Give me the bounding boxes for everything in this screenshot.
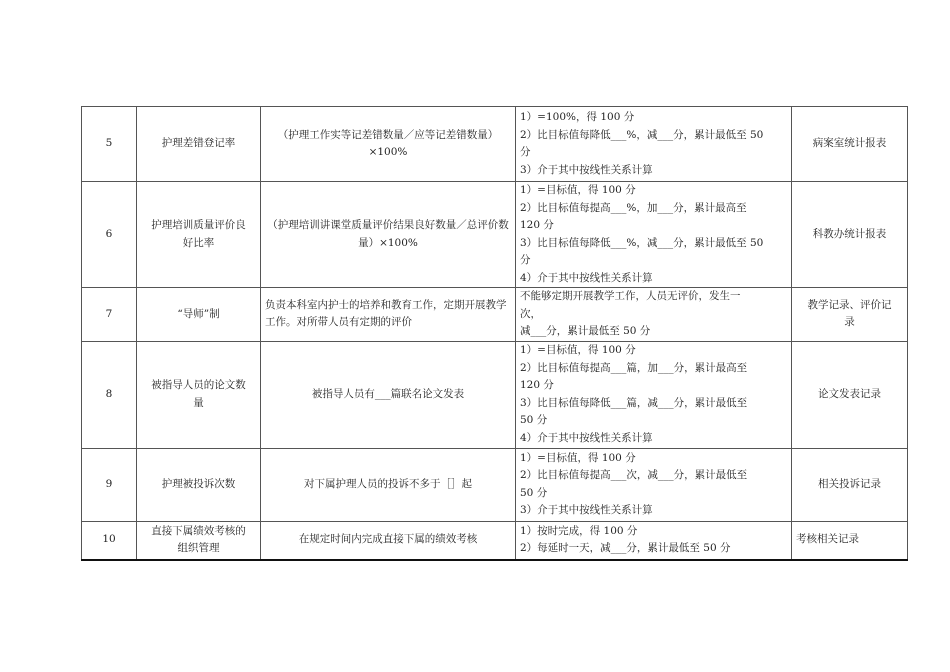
formula-text: 负责本科室内护士的培养和教育工作，定期开展教学工作。对所带人员有定期的评价 bbox=[265, 298, 507, 329]
standard-line: 次， bbox=[520, 307, 541, 320]
standard-line: 2）比目标值每降低___%，减___分，累计最低至 50 bbox=[520, 128, 764, 141]
data-source: 考核相关记录 bbox=[792, 521, 908, 560]
row-number: 6 bbox=[82, 182, 137, 288]
standard-line: 2）每延时一天，减___分，累计最低至 50 分 bbox=[520, 542, 731, 554]
table-row bbox=[82, 341, 908, 448]
standard-line: 1）按时完成，得 100 分 bbox=[520, 524, 638, 537]
table-row bbox=[82, 107, 908, 182]
standard-cell bbox=[516, 341, 792, 448]
standard-line: 减___分，累计最低至 50 分 bbox=[520, 325, 651, 337]
standard-line: 2）比目标值每提高___篇，加___分，累计最高至 bbox=[520, 361, 748, 374]
table-row bbox=[82, 448, 908, 521]
standard-line: 3）比目标值每降低___%，减___分，累计最低至 50 bbox=[520, 236, 764, 249]
formula-text: 被指导人员有___篇联名论文发表 bbox=[311, 387, 465, 400]
standard-line: 分 bbox=[520, 254, 531, 266]
row-number: 9 bbox=[82, 448, 137, 521]
standard-line: 50 分 bbox=[520, 486, 548, 499]
formula-cell bbox=[261, 521, 516, 560]
standard-cell bbox=[516, 182, 792, 288]
indicator-name: 护理差错登记率 bbox=[137, 107, 261, 182]
indicator-name: 被指导人员的论文数 量 bbox=[137, 341, 261, 448]
indicator-name: 护理被投诉次数 bbox=[137, 448, 261, 521]
table-row bbox=[82, 521, 908, 560]
formula-text: 对下属护理人员的投诉不多于［］起 bbox=[304, 477, 472, 490]
formula-text: （护理工作实等记差错数量／应等记差错数量）×100% bbox=[277, 128, 499, 158]
row-number: 7 bbox=[82, 288, 137, 342]
standard-line: 3）介于其中按线性关系计算 bbox=[520, 163, 653, 176]
standard-line: 1）=目标值，得 100 分 bbox=[520, 344, 636, 356]
standard-line: 3）比目标值每降低___篇，减___分，累计最低至 bbox=[520, 396, 748, 409]
row-number: 10 bbox=[82, 521, 137, 560]
standard-line: 2）比目标值每提高___次，减___分，累计最低至 bbox=[520, 469, 748, 481]
standard-line: 不能够定期开展教学工作，人员无评价，发生一 bbox=[520, 290, 741, 302]
standard-line: 120 分 bbox=[520, 219, 554, 231]
standard-cell bbox=[516, 107, 792, 182]
standard-cell bbox=[516, 288, 792, 342]
formula-cell bbox=[261, 288, 516, 342]
table-row bbox=[82, 182, 908, 288]
indicator-name: 直接下属绩效考核的 组织管理 bbox=[137, 521, 261, 560]
standard-line: 4）介于其中按线性关系计算 bbox=[520, 271, 653, 284]
standard-line: 4）介于其中按线性关系计算 bbox=[520, 431, 653, 444]
data-source: 病案室统计报表 bbox=[792, 107, 908, 182]
table-row bbox=[82, 288, 908, 342]
indicator-name: 护理培训质量评价良 好比率 bbox=[137, 182, 261, 288]
standard-line: 1）=目标值，得 100 分 bbox=[520, 451, 636, 464]
formula-cell bbox=[261, 448, 516, 521]
formula-text: （护理培训讲课堂质量评价结果良好数量／总评价数量）×100% bbox=[267, 219, 509, 249]
standard-cell bbox=[516, 448, 792, 521]
data-source: 相关投诉记录 bbox=[792, 448, 908, 521]
standard-line: 2）比目标值每提高___%，加___分，累计最高至 bbox=[520, 201, 747, 214]
formula-text: 在规定时间内完成直接下属的绩效考核 bbox=[298, 533, 478, 546]
indicator-name: “导师”制 bbox=[137, 288, 261, 342]
standard-line: 120 分 bbox=[520, 379, 554, 391]
standard-cell bbox=[516, 521, 792, 560]
kpi-table bbox=[81, 106, 908, 561]
standard-line: 1）=100%，得 100 分 bbox=[520, 111, 635, 123]
row-number: 5 bbox=[82, 107, 137, 182]
formula-cell bbox=[261, 341, 516, 448]
formula-cell bbox=[261, 182, 516, 288]
data-source: 科教办统计报表 bbox=[792, 182, 908, 288]
row-number: 8 bbox=[82, 341, 137, 448]
standard-line: 1）=目标值，得 100 分 bbox=[520, 184, 636, 196]
standard-line: 3）介于其中按线性关系计算 bbox=[520, 504, 653, 516]
standard-line: 50 分 bbox=[520, 414, 548, 426]
data-source: 论文发表记录 bbox=[792, 341, 908, 448]
formula-cell bbox=[261, 107, 516, 182]
data-source: 教学记录、评价记 录 bbox=[792, 288, 908, 342]
standard-line: 分 bbox=[520, 146, 531, 158]
